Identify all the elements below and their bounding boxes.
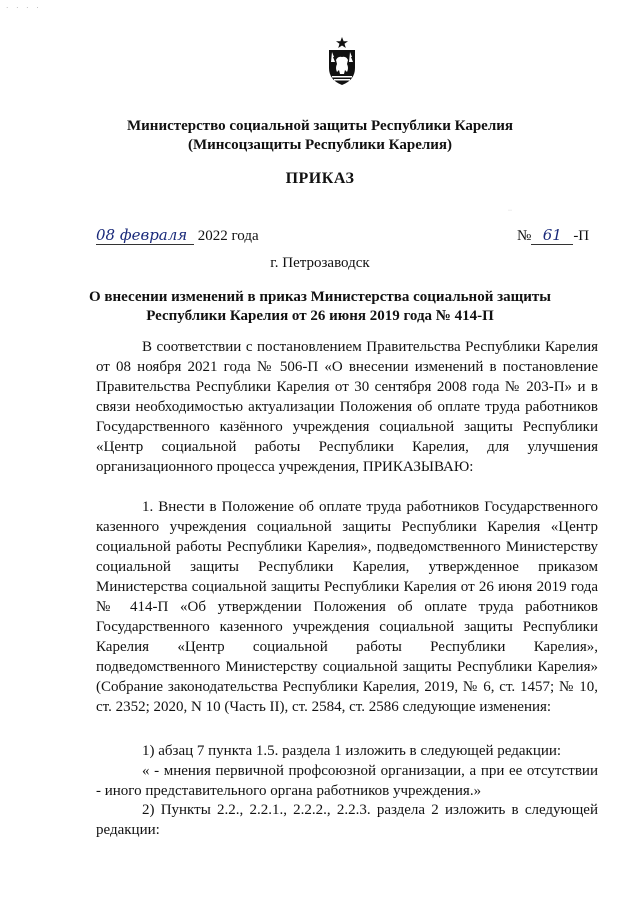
subitem-2-paragraph (96, 800, 598, 840)
quote-text: « - мнения первичной профсоюзной организации, а при ее отсутствии - иного представительного органа работников учреждения.» (96, 763, 598, 799)
subject-line2: Республики Карелия от 26 июня 2019 года № 414-П (146, 308, 494, 324)
order-subject (0, 288, 640, 326)
document-type: ПРИКАЗ (285, 170, 355, 187)
karelia-coat-of-arms-icon (326, 36, 358, 86)
ministry-line2: (Минсоцзащиты Республики Карелия) (187, 137, 453, 153)
ministry-line1: Министерство социальной защиты Республики Карелия (127, 118, 513, 134)
scan-artifact: · · · · (6, 4, 42, 12)
order-year: 2022 года (197, 228, 259, 244)
subject-line1: О внесении изменений в приказ Министерства социальной защиты (88, 289, 552, 305)
handwritten-date: 08 февраля (96, 226, 194, 245)
ministry-name (0, 117, 640, 155)
number-prefix: № (517, 228, 532, 244)
item-1-text: 1. Внести в Положение об оплате труда работников Государственного казенного учреждения социальной защиты Республики Карелия «Центр социальной работы Республики Карелия», подведомственного Министерству социальной защиты Республики Карелия, утвержденное приказом Министерства социальной защиты Республики Карелия от 26 июня 2019 года № 414-П «Об утверждении Положения об оплате труда работников Государственного казенного учреждения социальной защиты Республики Карелия «Центр социальной работы Республики Карелия», подведомственного Министерству социальной защиты Республики Карелия» (Собрание законодательства Республики Карелия, 2019, № 6, ст. 1457; № 10, ст. 2352; 2020, N 10 (Часть II), ст. 2584, ст. 2586 следующие изменения: (96, 499, 598, 715)
preamble-text: В соответствии с постановлением Правительства Республики Карелия от 08 ноября 2021 года № 506-П «О внесении изменений в постановление Правительства Республики Карелия от 30 сентября 2008 года № 203-П» и в связи необходимостью актуализации Положения об оплате труда работников Государственного казённого учреждения социальной защиты Республики «Центр социальной работы Республики Карелия, для улучшения организационного процесса учреждения, ПРИКАЗЫВАЮ: (96, 339, 598, 475)
subitem-2-text: 2) Пункты 2.2., 2.2.1., 2.2.2., 2.2.3. раздела 2 изложить в следующей редакции: (96, 802, 598, 838)
item-1-paragraph (96, 497, 598, 717)
preamble-paragraph (96, 337, 598, 477)
order-number (517, 226, 589, 245)
order-date (96, 226, 259, 245)
number-suffix: -П (573, 228, 590, 244)
city: г. Петрозаводск (270, 255, 370, 271)
quote-paragraph (96, 761, 598, 801)
scan-artifact: ·· (508, 208, 512, 214)
handwritten-number: 61 (531, 226, 573, 245)
subitem-1-paragraph (96, 741, 598, 761)
subitem-1-text: 1) абзац 7 пункта 1.5. раздела 1 изложить в следующей редакции: (142, 743, 562, 759)
